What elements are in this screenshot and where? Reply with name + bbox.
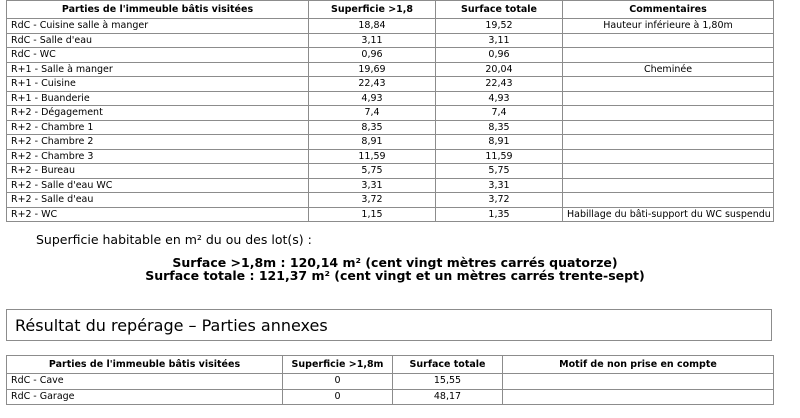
room-row-total: 3,72 [436, 193, 563, 208]
room-row-total: 4,93 [436, 91, 563, 106]
room-row-comment [563, 135, 774, 150]
total-habitable: Surface >1,8m : 120,14 m² (cent vingt mètres carrés quatorze) [172, 255, 618, 270]
total-surface: Surface totale : 121,37 m² (cent vingt et un mètres carrés trente-sept) [145, 268, 645, 283]
room-row-part: R+2 - Bureau [7, 164, 309, 179]
room-row-comment [563, 77, 774, 92]
room-row-total: 19,52 [436, 19, 563, 34]
room-row-total: 22,43 [436, 77, 563, 92]
room-row-total: 3,31 [436, 178, 563, 193]
room-row-part: R+2 - Salle d'eau WC [7, 178, 309, 193]
header-part: Parties de l'immeuble bâtis visitées [7, 1, 309, 19]
room-row [7, 149, 774, 164]
annex-row-reason [503, 374, 774, 390]
room-row-total: 7,4 [436, 106, 563, 121]
annex-row-part: RdC - Cave [7, 374, 283, 390]
room-row-comment [563, 149, 774, 164]
annex-row-reason [503, 389, 774, 405]
room-row-part: RdC - WC [7, 48, 309, 63]
room-row [7, 135, 774, 150]
annex-header-reason: Motif de non prise en compte [503, 356, 774, 374]
room-row-sup18: 3,72 [309, 193, 436, 208]
annex-row-sup18: 0 [283, 374, 393, 390]
room-row [7, 77, 774, 92]
room-row-comment [563, 48, 774, 63]
annex-row-total: 15,55 [393, 374, 503, 390]
room-row-sup18: 7,4 [309, 106, 436, 121]
room-row-part: RdC - Cuisine salle à manger [7, 19, 309, 34]
room-row-sup18: 22,43 [309, 77, 436, 92]
room-row-sup18: 11,59 [309, 149, 436, 164]
header-comment: Commentaires [563, 1, 774, 19]
room-row [7, 193, 774, 208]
room-row-part: R+2 - Salle d'eau [7, 193, 309, 208]
room-row-total: 3,11 [436, 33, 563, 48]
section-title: Résultat du repérage – Parties annexes [6, 309, 772, 341]
room-row-total: 8,91 [436, 135, 563, 150]
annex-header-surface-18: Superficie >1,8m [283, 356, 393, 374]
room-row-sup18: 19,69 [309, 62, 436, 77]
annex-row-part: RdC - Garage [7, 389, 283, 405]
annex-row [7, 389, 774, 405]
annex-header-surface-total: Surface totale [393, 356, 503, 374]
annex-header-part: Parties de l'immeuble bâtis visitées [7, 356, 283, 374]
room-row-sup18: 8,35 [309, 120, 436, 135]
room-row-part: R+1 - Cuisine [7, 77, 309, 92]
room-row-total: 0,96 [436, 48, 563, 63]
room-row-comment: Hauteur inférieure à 1,80m [563, 19, 774, 34]
room-row-total: 8,35 [436, 120, 563, 135]
header-surface-18: Superficie >1,8 [309, 1, 436, 19]
room-row-sup18: 3,31 [309, 178, 436, 193]
room-row-part: R+1 - Buanderie [7, 91, 309, 106]
room-row-part: R+1 - Salle à manger [7, 62, 309, 77]
room-row-sup18: 3,11 [309, 33, 436, 48]
header-surface-total: Surface totale [436, 1, 563, 19]
room-row [7, 164, 774, 179]
annex-table [6, 355, 774, 405]
room-row-comment: Habillage du bâti-support du WC suspendu [563, 207, 774, 222]
room-row-part: R+2 - WC [7, 207, 309, 222]
room-row-total: 5,75 [436, 164, 563, 179]
room-row-total: 1,35 [436, 207, 563, 222]
room-row [7, 106, 774, 121]
annex-row [7, 374, 774, 390]
room-row-comment [563, 193, 774, 208]
room-row [7, 178, 774, 193]
room-row-sup18: 8,91 [309, 135, 436, 150]
rooms-table [6, 0, 774, 222]
room-row [7, 19, 774, 34]
room-row-sup18: 1,15 [309, 207, 436, 222]
annex-table-header [7, 356, 774, 374]
room-row [7, 207, 774, 222]
room-row-sup18: 4,93 [309, 91, 436, 106]
room-row-comment [563, 178, 774, 193]
room-row-sup18: 5,75 [309, 164, 436, 179]
rooms-table-header [7, 1, 774, 19]
room-row-total: 20,04 [436, 62, 563, 77]
room-row-part: R+2 - Chambre 1 [7, 120, 309, 135]
room-row [7, 62, 774, 77]
room-row [7, 91, 774, 106]
room-row-comment [563, 91, 774, 106]
room-row-total: 11,59 [436, 149, 563, 164]
room-row-sup18: 0,96 [309, 48, 436, 63]
room-row-comment [563, 33, 774, 48]
room-row-comment [563, 164, 774, 179]
room-row-part: RdC - Salle d'eau [7, 33, 309, 48]
room-row [7, 48, 774, 63]
annex-row-total: 48,17 [393, 389, 503, 405]
room-row-comment: Cheminée [563, 62, 774, 77]
habitable-label: Superficie habitable en m² du ou des lot(s) : [36, 232, 312, 247]
room-row-sup18: 18,84 [309, 19, 436, 34]
room-row [7, 120, 774, 135]
room-row-comment [563, 120, 774, 135]
annex-row-sup18: 0 [283, 389, 393, 405]
room-row-comment [563, 106, 774, 121]
room-row-part: R+2 - Chambre 3 [7, 149, 309, 164]
room-row-part: R+2 - Chambre 2 [7, 135, 309, 150]
room-row-part: R+2 - Dégagement [7, 106, 309, 121]
room-row [7, 33, 774, 48]
